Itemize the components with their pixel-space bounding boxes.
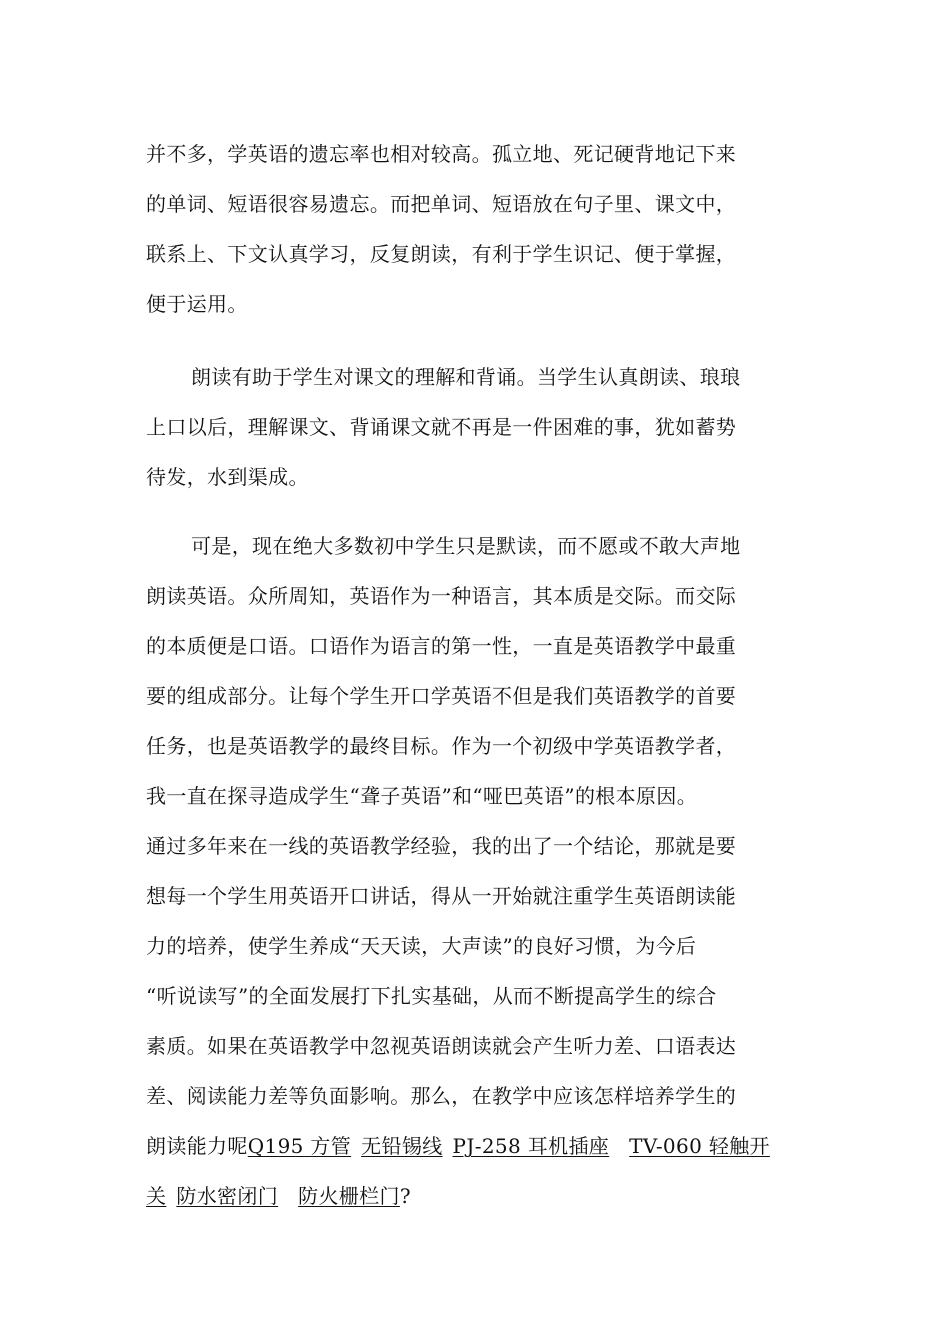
paragraph-line: “听说读写”的全面发展打下扎实基础，从而不断提高学生的综合 (146, 984, 717, 1008)
paragraph-line: 上口以后，理解课文、背诵课文就不再是一件困难的事，犹如蓄势 (146, 415, 737, 439)
paragraph-line: 便于运用。 (146, 292, 248, 316)
closing-prefix: 朗读能力呢 (146, 1134, 248, 1158)
paragraph-line: 通过多年来在一线的英语教学经验，我的出了一个结论，那就是要 (146, 834, 737, 858)
paragraph-line-with-links (146, 1171, 796, 1221)
paragraph-line: 可是，现在绝大多数初中学生只是默读，而不愿或不敢大声地 (191, 534, 741, 558)
paragraph-line: 待发，水到渠成。 (146, 465, 309, 489)
paragraph-line-with-links (146, 1121, 796, 1171)
paragraph-line: 想每一个学生用英语开口讲话，得从一开始就注重学生英语朗读能 (146, 884, 737, 908)
link-fireproof-grille-door[interactable]: 防火栅栏门 (298, 1184, 400, 1208)
paragraph-1 (146, 129, 796, 329)
paragraph-line: 朗读有助于学生对课文的理解和背诵。当学生认真朗读、琅琅 (191, 365, 741, 389)
link-waterproof-sealed-door[interactable]: 防水密闭门 (176, 1184, 279, 1208)
paragraph-line: 力的培养，使学生养成“天天读，大声读”的良好习惯，为今后 (146, 934, 697, 958)
paragraph-line: 朗读英语。众所周知，英语作为一种语言，其本质是交际。而交际 (146, 584, 737, 608)
paragraph-line: 的本质便是口语。口语作为语言的第一性，一直是英语教学中最重 (146, 634, 737, 658)
paragraph-line: 素质。如果在英语教学中忽视英语朗读就会产生听力差、口语表达 (146, 1034, 737, 1058)
link-tv060-tact-switch-cont[interactable]: 关 (146, 1184, 167, 1208)
link-q195-square-tube[interactable]: Q195 方管 (247, 1134, 352, 1158)
paragraph-3 (146, 521, 796, 1221)
link-lead-free-solder-wire[interactable]: 无铅锡线 (361, 1134, 443, 1158)
paragraph-line: 任务，也是英语教学的最终目标。作为一个初级中学英语教学者， (146, 734, 737, 758)
paragraph-line: 的单词、短语很容易遗忘。而把单词、短语放在句子里、课文中， (146, 192, 737, 216)
paragraph-line: 差、阅读能力差等负面影响。那么，在教学中应该怎样培养学生的 (146, 1084, 737, 1108)
paragraph-2 (146, 352, 796, 502)
paragraph-line: 并不多，学英语的遗忘率也相对较高。孤立地、死记硬背地记下来 (146, 142, 737, 166)
link-pj258-headphone-jack[interactable]: PJ-258 耳机插座 (452, 1134, 610, 1158)
paragraph-line: 联系上、下文认真学习，反复朗读，有利于学生识记、便于掌握， (146, 242, 737, 266)
paragraph-line: 我一直在探寻造成学生“聋子英语”和“哑巴英语”的根本原因。 (146, 784, 698, 808)
closing-suffix: ? (399, 1184, 411, 1208)
paragraph-line: 要的组成部分。让每个学生开口学英语不但是我们英语教学的首要 (146, 684, 737, 708)
link-tv060-tact-switch[interactable]: TV-060 轻触开 (629, 1134, 770, 1158)
